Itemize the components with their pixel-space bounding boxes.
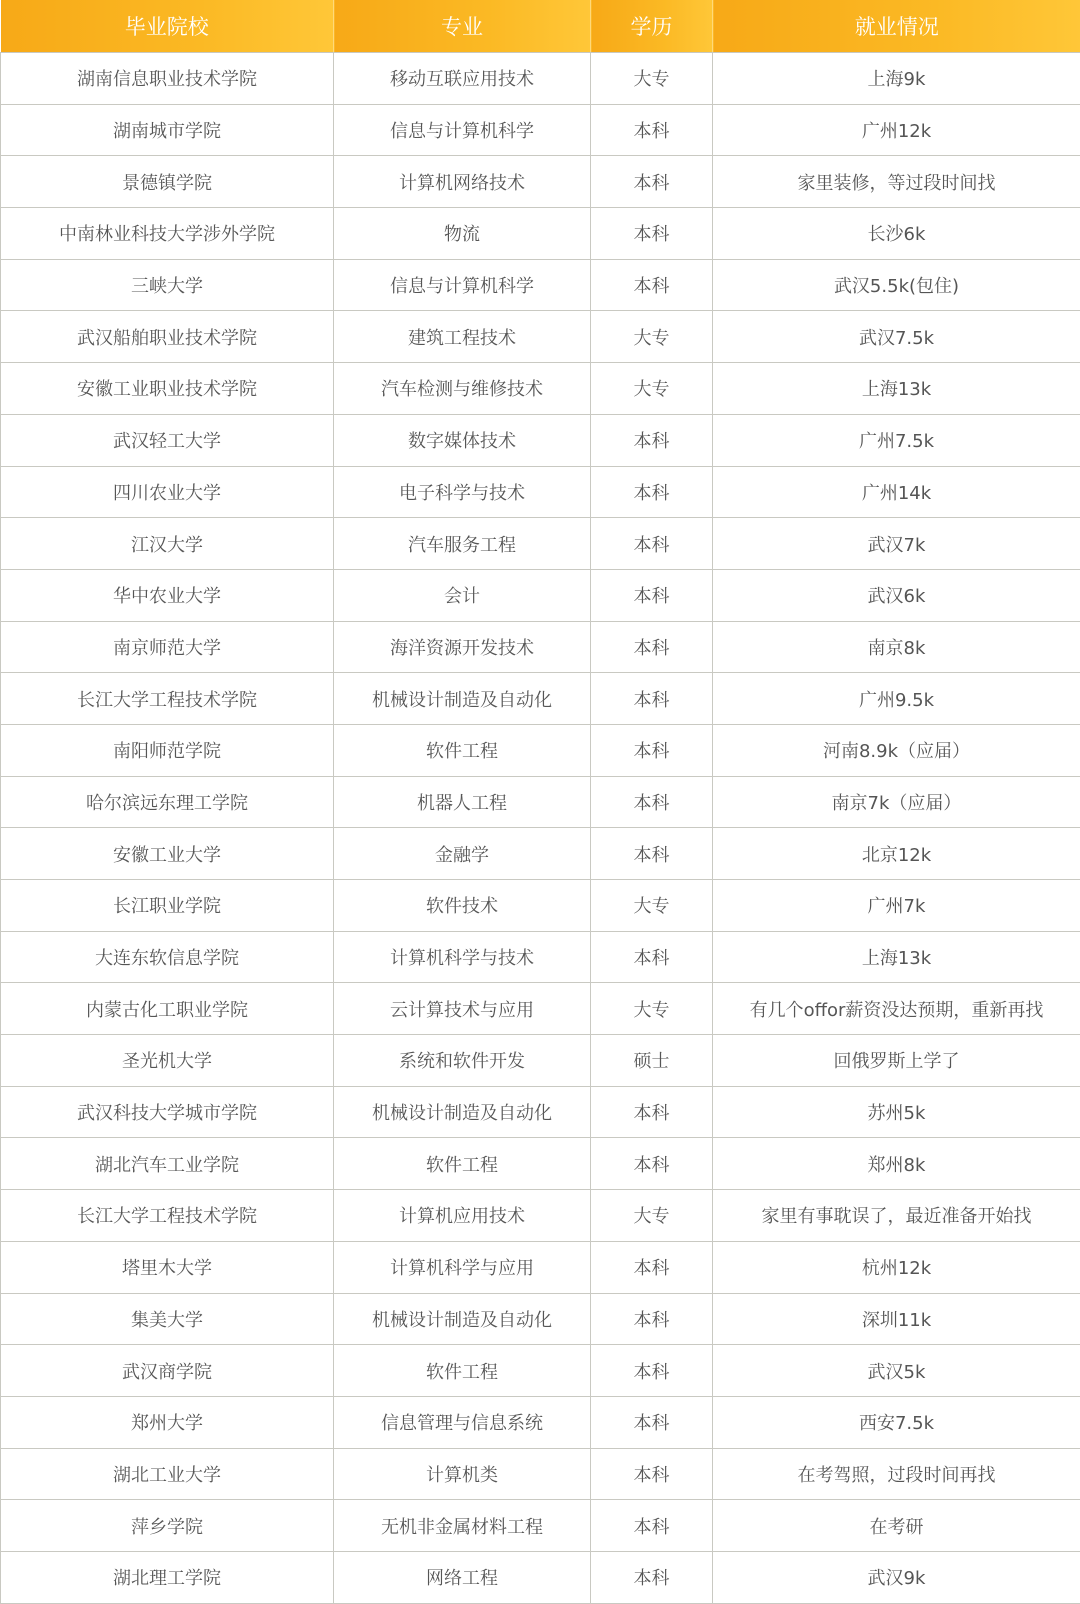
cell-degree: 本科 (591, 414, 713, 466)
table-row (1, 724, 1080, 776)
cell-major: 软件工程 (334, 724, 591, 776)
cell-employment: 长沙6k (713, 208, 1080, 260)
cell-major: 信息与计算机科学 (334, 104, 591, 156)
cell-major: 建筑工程技术 (334, 311, 591, 363)
cell-major: 计算机科学与应用 (334, 1241, 591, 1293)
cell-employment: 西安7.5k (713, 1396, 1080, 1448)
cell-degree: 大专 (591, 363, 713, 415)
cell-school: 圣光机大学 (1, 1035, 334, 1087)
cell-school: 湖南城市学院 (1, 104, 334, 156)
cell-major: 软件工程 (334, 1138, 591, 1190)
header-degree: 学历 (591, 0, 713, 53)
table-row (1, 1345, 1080, 1397)
cell-degree: 本科 (591, 1551, 713, 1603)
cell-degree: 本科 (591, 1500, 713, 1552)
cell-school: 四川农业大学 (1, 466, 334, 518)
table-row (1, 518, 1080, 570)
cell-degree: 本科 (591, 931, 713, 983)
cell-degree: 本科 (591, 1293, 713, 1345)
cell-degree: 硕士 (591, 1035, 713, 1087)
cell-degree: 本科 (591, 208, 713, 260)
cell-degree: 本科 (591, 828, 713, 880)
table-row (1, 621, 1080, 673)
cell-employment: 杭州12k (713, 1241, 1080, 1293)
cell-degree: 本科 (591, 673, 713, 725)
table-body (1, 53, 1080, 1604)
table-row (1, 828, 1080, 880)
cell-school: 湖北理工学院 (1, 1551, 334, 1603)
table-row (1, 466, 1080, 518)
cell-school: 哈尔滨远东理工学院 (1, 776, 334, 828)
cell-major: 移动互联应用技术 (334, 53, 591, 105)
cell-school: 景德镇学院 (1, 156, 334, 208)
table-row (1, 259, 1080, 311)
cell-major: 电子科学与技术 (334, 466, 591, 518)
cell-degree: 本科 (591, 1396, 713, 1448)
cell-employment: 上海9k (713, 53, 1080, 105)
header-employment: 就业情况 (713, 0, 1080, 53)
cell-employment: 上海13k (713, 363, 1080, 415)
cell-degree: 本科 (591, 569, 713, 621)
cell-degree: 本科 (591, 1138, 713, 1190)
cell-employment: 家里装修，等过段时间找 (713, 156, 1080, 208)
table-row (1, 1500, 1080, 1552)
cell-school: 湖北汽车工业学院 (1, 1138, 334, 1190)
cell-school: 南阳师范学院 (1, 724, 334, 776)
cell-employment: 有几个offor薪资没达预期，重新再找 (713, 983, 1080, 1035)
table-row (1, 208, 1080, 260)
table-row (1, 569, 1080, 621)
cell-major: 机械设计制造及自动化 (334, 1293, 591, 1345)
cell-school: 湖南信息职业技术学院 (1, 53, 334, 105)
cell-employment: 回俄罗斯上学了 (713, 1035, 1080, 1087)
cell-employment: 在考研 (713, 1500, 1080, 1552)
cell-degree: 本科 (591, 104, 713, 156)
table-row (1, 983, 1080, 1035)
cell-school: 大连东软信息学院 (1, 931, 334, 983)
table-row (1, 1448, 1080, 1500)
cell-major: 信息与计算机科学 (334, 259, 591, 311)
cell-major: 云计算技术与应用 (334, 983, 591, 1035)
cell-school: 长江大学工程技术学院 (1, 1190, 334, 1242)
cell-school: 郑州大学 (1, 1396, 334, 1448)
cell-major: 无机非金属材料工程 (334, 1500, 591, 1552)
cell-school: 江汉大学 (1, 518, 334, 570)
table-row (1, 1086, 1080, 1138)
table-row (1, 1241, 1080, 1293)
cell-school: 武汉科技大学城市学院 (1, 1086, 334, 1138)
cell-employment: 广州12k (713, 104, 1080, 156)
cell-major: 汽车检测与维修技术 (334, 363, 591, 415)
table-row (1, 1396, 1080, 1448)
cell-employment: 广州14k (713, 466, 1080, 518)
cell-major: 物流 (334, 208, 591, 260)
cell-major: 软件工程 (334, 1345, 591, 1397)
header-row (1, 0, 1080, 53)
cell-school: 湖北工业大学 (1, 1448, 334, 1500)
cell-employment: 武汉5.5k(包住) (713, 259, 1080, 311)
cell-school: 长江职业学院 (1, 880, 334, 932)
cell-school: 萍乡学院 (1, 1500, 334, 1552)
cell-employment: 上海13k (713, 931, 1080, 983)
cell-major: 机器人工程 (334, 776, 591, 828)
cell-degree: 本科 (591, 776, 713, 828)
cell-degree: 本科 (591, 724, 713, 776)
cell-employment: 武汉9k (713, 1551, 1080, 1603)
table-row (1, 673, 1080, 725)
cell-major: 会计 (334, 569, 591, 621)
cell-employment: 郑州8k (713, 1138, 1080, 1190)
cell-school: 南京师范大学 (1, 621, 334, 673)
table-row (1, 1293, 1080, 1345)
cell-major: 网络工程 (334, 1551, 591, 1603)
cell-major: 系统和软件开发 (334, 1035, 591, 1087)
cell-major: 计算机网络技术 (334, 156, 591, 208)
cell-employment: 武汉6k (713, 569, 1080, 621)
table-row (1, 363, 1080, 415)
cell-degree: 大专 (591, 880, 713, 932)
header-school: 毕业院校 (1, 0, 334, 53)
table-row (1, 776, 1080, 828)
table-row (1, 880, 1080, 932)
cell-employment: 武汉7k (713, 518, 1080, 570)
cell-employment: 苏州5k (713, 1086, 1080, 1138)
table-row (1, 1035, 1080, 1087)
cell-school: 内蒙古化工职业学院 (1, 983, 334, 1035)
cell-degree: 大专 (591, 983, 713, 1035)
cell-school: 中南林业科技大学涉外学院 (1, 208, 334, 260)
cell-degree: 大专 (591, 53, 713, 105)
cell-school: 塔里木大学 (1, 1241, 334, 1293)
cell-employment: 广州7.5k (713, 414, 1080, 466)
cell-major: 数字媒体技术 (334, 414, 591, 466)
cell-school: 武汉商学院 (1, 1345, 334, 1397)
cell-employment: 武汉5k (713, 1345, 1080, 1397)
cell-major: 金融学 (334, 828, 591, 880)
table-row (1, 414, 1080, 466)
header-major: 专业 (334, 0, 591, 53)
cell-degree: 本科 (591, 1448, 713, 1500)
cell-employment: 北京12k (713, 828, 1080, 880)
cell-school: 华中农业大学 (1, 569, 334, 621)
cell-school: 安徽工业职业技术学院 (1, 363, 334, 415)
cell-degree: 大专 (591, 1190, 713, 1242)
cell-employment: 南京8k (713, 621, 1080, 673)
cell-degree: 本科 (591, 1241, 713, 1293)
cell-degree: 本科 (591, 466, 713, 518)
cell-major: 机械设计制造及自动化 (334, 673, 591, 725)
table-row (1, 53, 1080, 105)
cell-major: 计算机科学与技术 (334, 931, 591, 983)
cell-employment: 广州9.5k (713, 673, 1080, 725)
cell-degree: 本科 (591, 621, 713, 673)
table-row (1, 104, 1080, 156)
cell-employment: 广州7k (713, 880, 1080, 932)
cell-employment: 在考驾照，过段时间再找 (713, 1448, 1080, 1500)
cell-school: 三峡大学 (1, 259, 334, 311)
table-row (1, 1138, 1080, 1190)
cell-employment: 南京7k（应届） (713, 776, 1080, 828)
cell-employment: 家里有事耽误了，最近准备开始找 (713, 1190, 1080, 1242)
cell-school: 安徽工业大学 (1, 828, 334, 880)
cell-degree: 本科 (591, 1345, 713, 1397)
cell-degree: 本科 (591, 518, 713, 570)
table-row (1, 156, 1080, 208)
cell-degree: 本科 (591, 1086, 713, 1138)
cell-major: 计算机应用技术 (334, 1190, 591, 1242)
cell-major: 计算机类 (334, 1448, 591, 1500)
cell-school: 武汉船舶职业技术学院 (1, 311, 334, 363)
cell-major: 机械设计制造及自动化 (334, 1086, 591, 1138)
cell-school: 集美大学 (1, 1293, 334, 1345)
cell-school: 武汉轻工大学 (1, 414, 334, 466)
cell-major: 汽车服务工程 (334, 518, 591, 570)
cell-school: 长江大学工程技术学院 (1, 673, 334, 725)
table-row (1, 311, 1080, 363)
cell-major: 信息管理与信息系统 (334, 1396, 591, 1448)
cell-employment: 深圳11k (713, 1293, 1080, 1345)
cell-major: 软件技术 (334, 880, 591, 932)
cell-major: 海洋资源开发技术 (334, 621, 591, 673)
cell-degree: 本科 (591, 259, 713, 311)
table-row (1, 1190, 1080, 1242)
table-row (1, 931, 1080, 983)
cell-degree: 本科 (591, 156, 713, 208)
table-row (1, 1551, 1080, 1603)
cell-employment: 河南8.9k（应届） (713, 724, 1080, 776)
cell-employment: 武汉7.5k (713, 311, 1080, 363)
cell-degree: 大专 (591, 311, 713, 363)
